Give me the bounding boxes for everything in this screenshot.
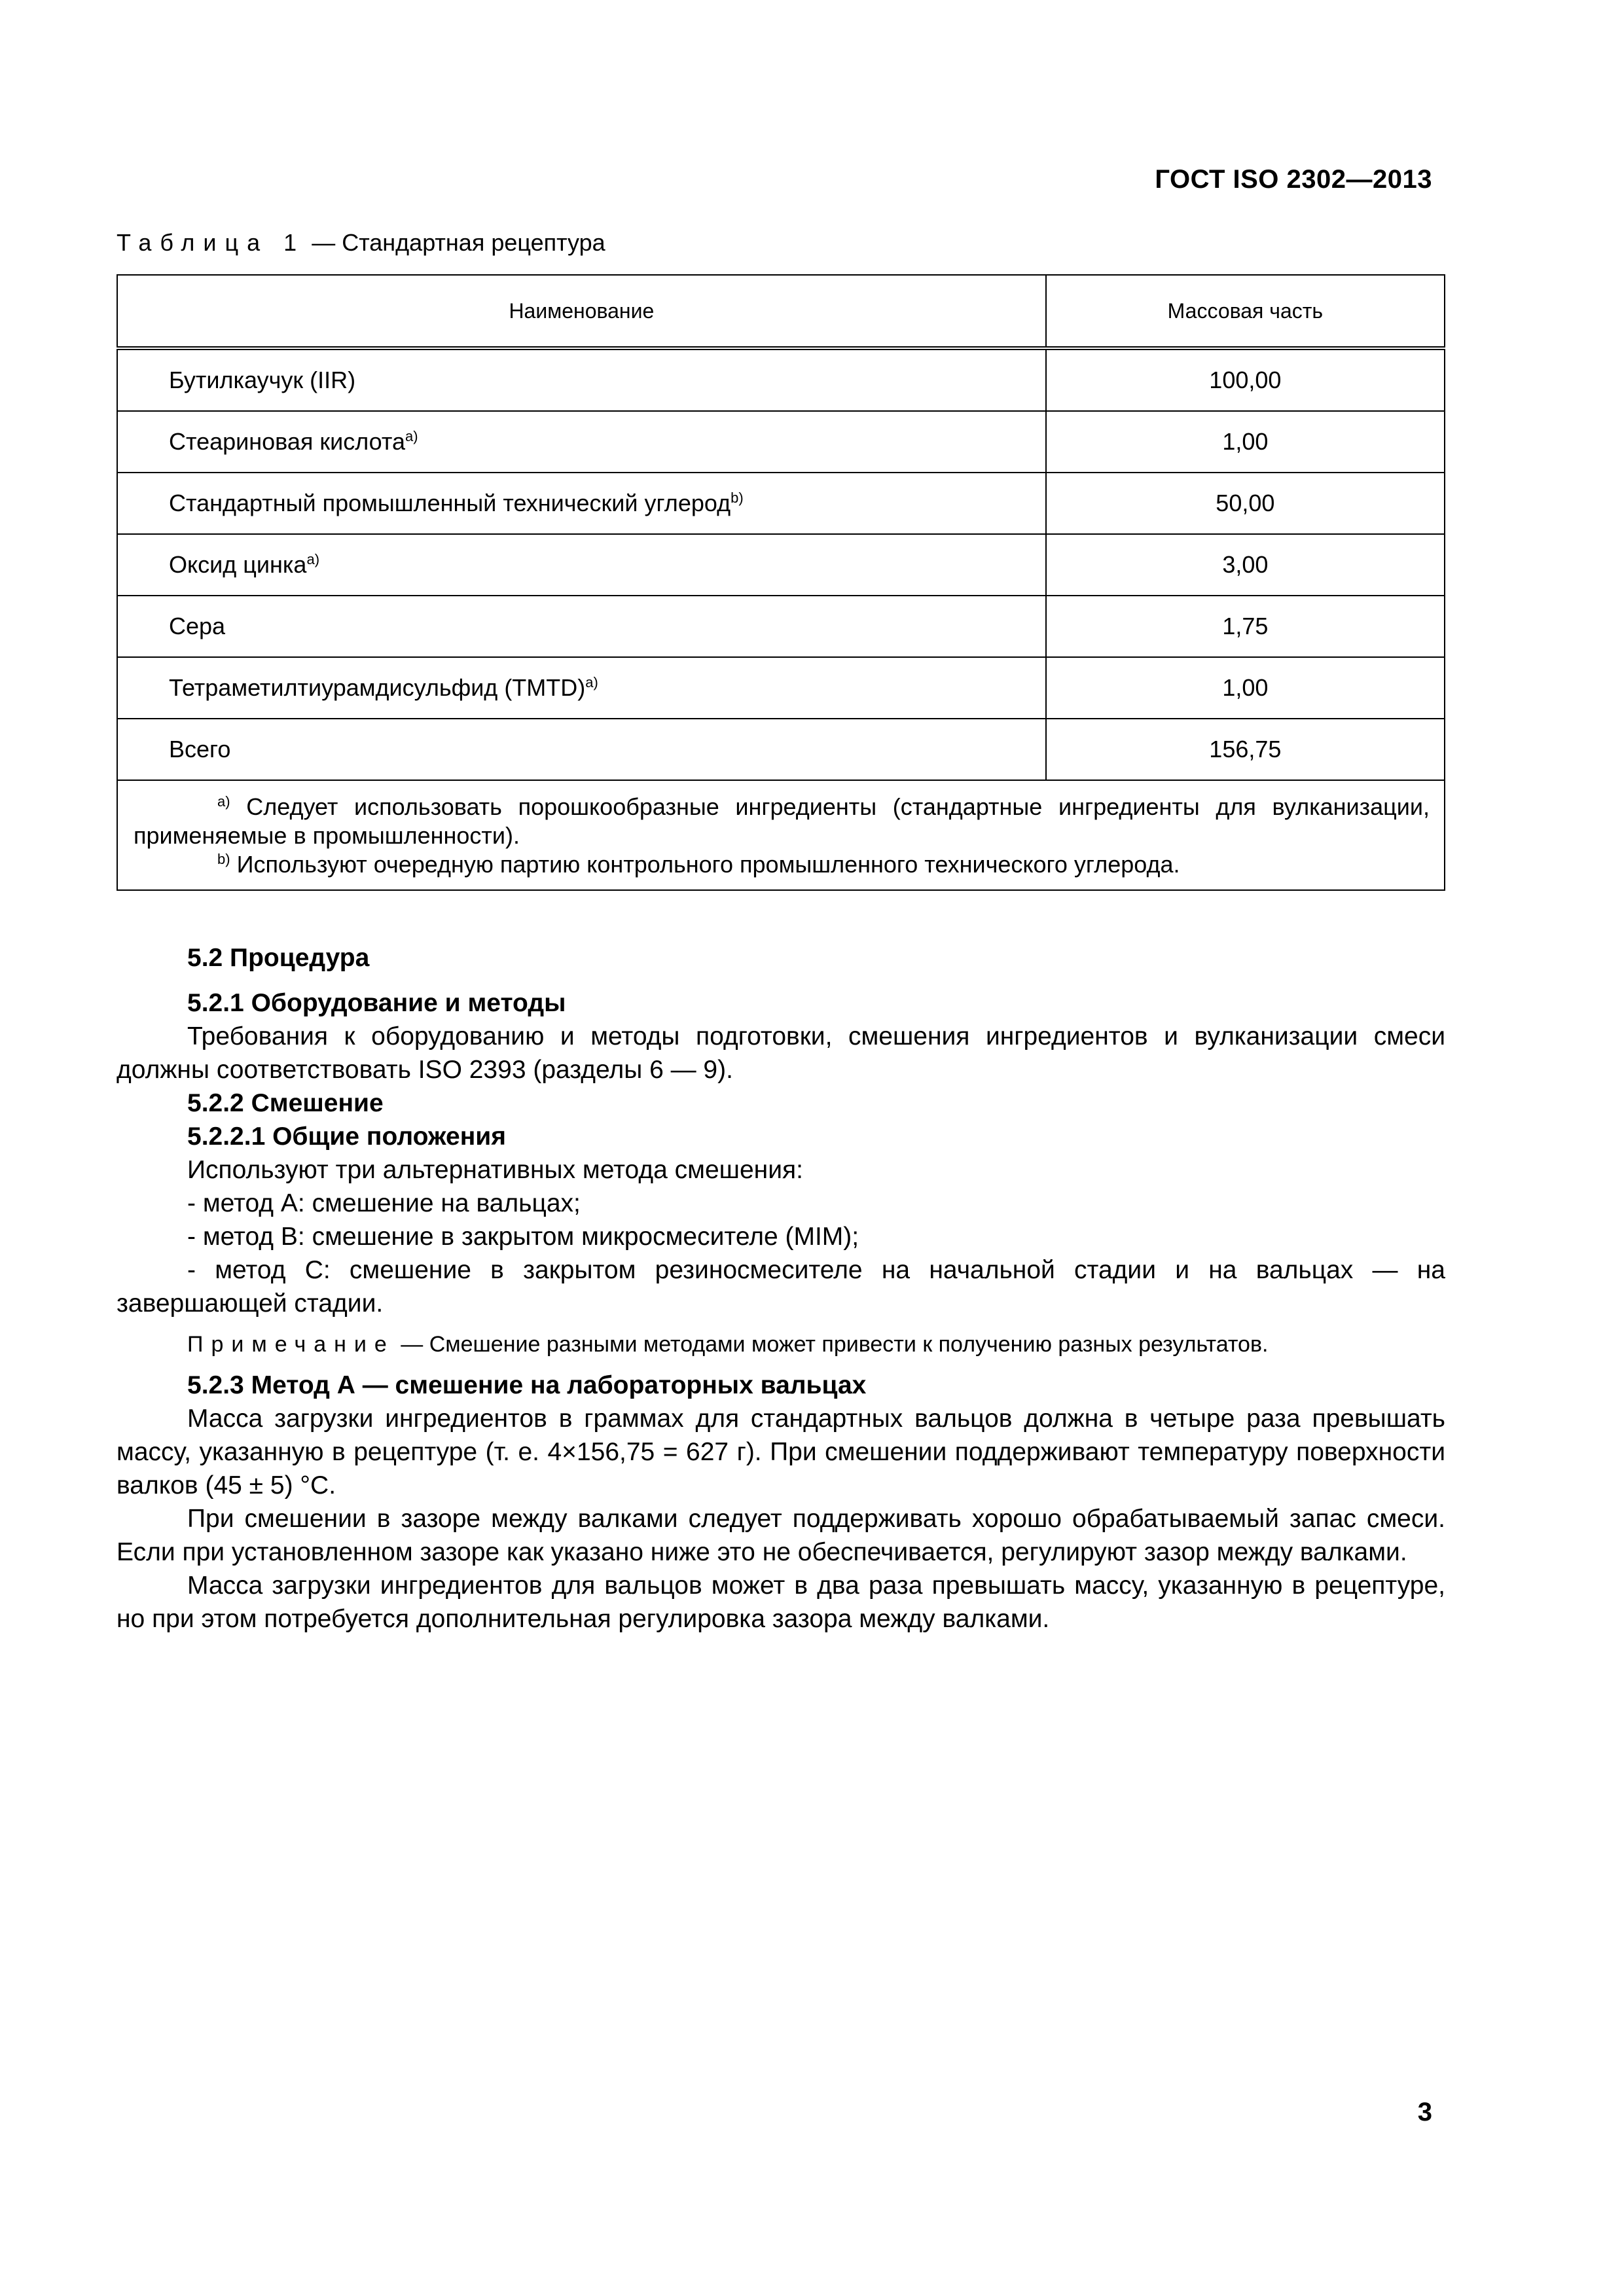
paragraph-5-2-3-1: Масса загрузки ингредиентов в граммах для стандартных вальцов должна в четыре раза превышать массу, указанную в рецептуре (т. е. 4×156,75 = 627 г). При смешении поддерживают температуру поверхности валков (45 ± 5) °С. [117,1405,1445,1499]
column-header-mass: Массовая часть [1046,275,1445,348]
ingredient-mass: 100,00 [1046,348,1445,411]
document-code: ГОСТ ISO 2302—2013 [1155,165,1432,194]
ingredient-name: Стеариновая кислота$^{a)}$ [117,411,1046,473]
table-row [117,411,1445,473]
table-row [117,534,1445,596]
table-row [117,596,1445,657]
ingredient-name: Стандартный промышленный технический углерод$^{b)}$ [117,473,1046,534]
ingredient-mass: 156,75 [1046,719,1445,780]
table-row-total [117,719,1445,780]
note [117,1329,1445,1359]
ingredient-mass: 1,00 [1046,657,1445,719]
table-row [117,348,1445,411]
table-caption [117,229,605,257]
heading-5-2-1: 5.2.1 Оборудование и методы [187,989,566,1017]
column-header-name: Наименование [117,275,1046,348]
table-header-row [117,275,1445,348]
heading-5-2-2: 5.2.2 Смешение [187,1089,384,1117]
table-caption-label: Таблица 1 [117,229,306,256]
ingredient-name: Сера [117,596,1046,657]
method-c: - метод С: смешение в закрытом резиносмесителе на начальной стадии и на вальцах — на завершающей стадии. [117,1256,1445,1318]
ingredient-name: Всего [117,719,1046,780]
ingredient-name: Тетраметилтиурамдисульфид (TMTD)$^{a)}$ [117,657,1046,719]
recipe-table [117,274,1445,891]
ingredient-name: Бутилкаучук (IIR) [117,348,1046,411]
ingredient-mass: 50,00 [1046,473,1445,534]
ingredient-mass: 1,75 [1046,596,1445,657]
ingredient-mass: 1,00 [1046,411,1445,473]
paragraph-5-2-1: Требования к оборудованию и методы подготовки, смешения ингредиентов и вулканизации смеси должны соответствовать ISO 2393 (разделы 6 — 9). [117,1022,1445,1084]
table-footnotes-row [117,780,1445,890]
ingredient-mass: 3,00 [1046,534,1445,596]
heading-5-2-2-1: 5.2.2.1 Общие положения [187,1122,507,1151]
paragraph-5-2-3-3: Масса загрузки ингредиентов для вальцов может в два раза превышать массу, указанную в рецептуре, но при этом потребуется дополнительная регулировка зазора между валками. [117,1571,1445,1633]
note-text: — Смешение разными методами может привести к получению разных результатов. [394,1332,1269,1357]
page-number: 3 [1417,2098,1432,2126]
table-footnotes [117,780,1445,890]
table-row [117,473,1445,534]
paragraph-5-2-3-2: При смешении в зазоре между валками следует поддерживать хорошо обрабатываемый запас смеси. Если при установленном зазоре как указано ниже это не обеспечивается, регулируют зазор между валками. [117,1505,1445,1566]
footnote-b: $^{b)}$ Используют очередную партию контрольного промышленного технического углерода. [217,851,1180,878]
note-label: Примечание [187,1332,395,1357]
heading-5-2-3: 5.2.3 Метод А — смешение на лабораторных вальцах [187,1371,867,1399]
table-row [117,657,1445,719]
heading-5-2: 5.2 Процедура [187,944,370,972]
section-5-2 [117,941,1445,1636]
method-b: - метод В: смешение в закрытом микросмесителе (MIM); [187,1223,859,1251]
ingredient-name: Оксид цинка$^{a)}$ [117,534,1046,596]
footnote-a: $^{a)}$ Следует использовать порошкообразные ингредиенты (стандартные ингредиенты для вулканизации, применяемые в промышленности). [134,793,1430,849]
method-a: - метод А: смешение на вальцах; [187,1189,581,1217]
table-caption-text: — Стандартная рецептура [305,229,605,256]
methods-intro: Используют три альтернативных метода смешения: [187,1156,803,1184]
